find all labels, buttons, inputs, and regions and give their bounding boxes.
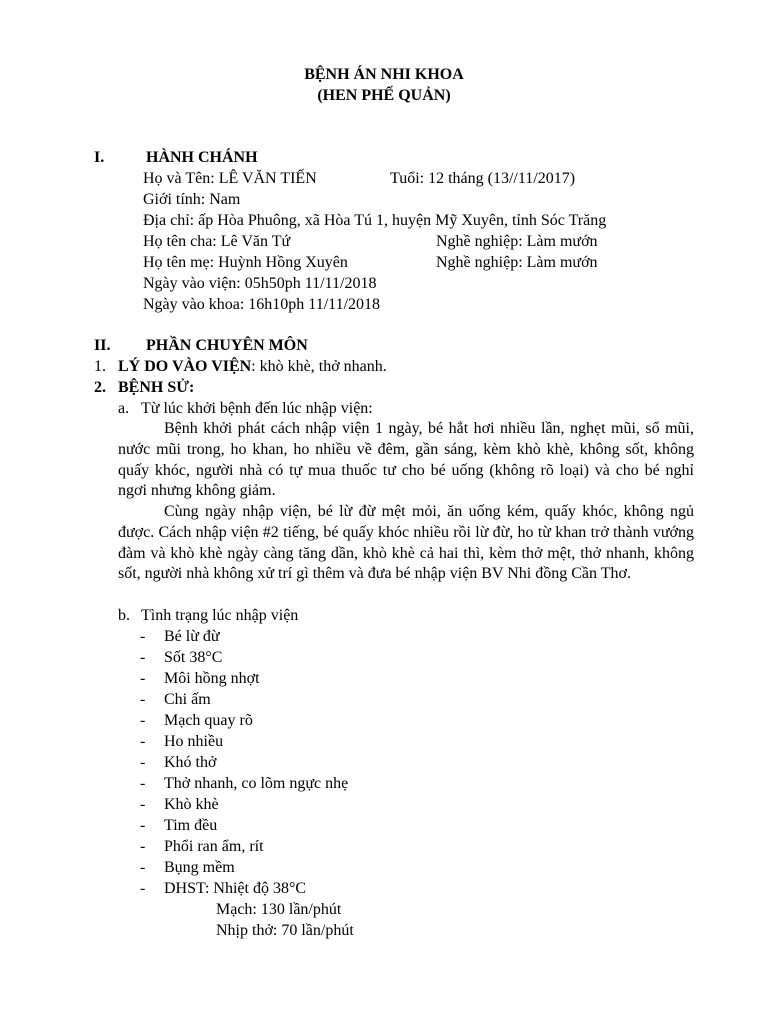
admission-hospital-date: Ngày vào viện: 05h50ph 11/11/2018 (143, 275, 377, 292)
list-item: Mạch quay rõ (164, 712, 253, 729)
list-item: Chi ấm (164, 691, 211, 708)
subsection-b-letter: b. (118, 607, 130, 624)
father-name: Họ tên cha: Lê Văn Tứ (143, 233, 291, 250)
list-item: Khò khè (164, 796, 219, 813)
list-bullet: - (140, 649, 146, 666)
list-item: Môi hồng nhợt (164, 670, 260, 687)
subsection-b-title: Tình trạng lúc nhập viện (141, 607, 299, 624)
list-bullet: - (140, 691, 146, 708)
list-item: Phổi ran ẩm, rít (164, 838, 264, 855)
father-occupation: Nghề nghiệp: Làm mướn (436, 233, 598, 250)
history-paragraph-1 (118, 419, 694, 502)
list-bullet: - (140, 817, 146, 834)
list-bullet: - (140, 754, 146, 771)
list-item: Ho nhiều (164, 733, 224, 750)
list-item: Bé lừ đừ (164, 628, 220, 645)
patient-age: Tuổi: 12 tháng (13//11/2017) (390, 170, 576, 187)
list-bullet: - (140, 712, 146, 729)
section-1-numeral: I. (94, 149, 105, 166)
list-bullet: - (140, 880, 146, 897)
history-paragraph-2 (118, 502, 694, 585)
section-2-numeral: II. (94, 337, 111, 354)
history-paragraph-2-text: Cùng ngày nhập viện, bé lừ đừ mệt mỏi, ăn uống kém, quấy khóc, không ngủ được. Cách nhập viện #2 tiếng, bé quấy khóc nhiều rồi lừ đừ, ho từ khan trở thành vướng đàm và khò khè ngày càng tăng dần, khò khè cả hai thì, kèm thở mệt, thở nhanh, không sốt, người nhà không xử trí gì thêm và đưa bé nhập viện BV Nhi đồng Cần Thơ. (118, 503, 694, 583)
history-label: BỆNH SỬ: (118, 379, 195, 396)
vitals-pulse: Mạch: 130 lần/phút (216, 901, 342, 918)
list-bullet: - (140, 628, 146, 645)
mother-name: Họ tên mẹ: Huỳnh Hồng Xuyên (143, 254, 348, 271)
list-bullet: - (140, 670, 146, 687)
list-item: Thở nhanh, co lõm ngực nhẹ (164, 775, 349, 792)
list-item: Sốt 38°C (164, 649, 223, 666)
history-number: 2. (94, 379, 106, 396)
reason-number: 1. (94, 358, 106, 375)
reason-text: : khò khè, thở nhanh. (251, 358, 387, 375)
list-bullet: - (140, 796, 146, 813)
list-bullet: - (140, 859, 146, 876)
vitals-respiration: Nhịp thở: 70 lần/phút (216, 922, 354, 939)
list-item: DHST: Nhiệt độ 38°C (164, 880, 307, 897)
history-paragraph-1-text: Bệnh khởi phát cách nhập viện 1 ngày, bé hắt hơi nhiều lần, nghẹt mũi, sổ mũi, nước mũi trong, ho khan, ho nhiều về đêm, gần sáng, kèm khò khè, không sốt, không quấy khóc, người nhà có tự mua thuốc tư cho bé uống (không rõ loại) và cho bé nghỉ ngơi nhưng không giảm. (118, 420, 694, 500)
list-bullet: - (140, 775, 146, 792)
document-title: BỆNH ÁN NHI KHOA (304, 66, 464, 83)
list-item: Bụng mềm (164, 859, 235, 876)
patient-name: Họ và Tên: LÊ VĂN TIẾN (143, 170, 317, 187)
list-bullet: - (140, 838, 146, 855)
section-2-heading: PHẦN CHUYÊN MÔN (146, 337, 308, 354)
reason-line (118, 357, 387, 378)
subsection-a-title: Từ lúc khởi bệnh đến lúc nhập viện: (141, 400, 373, 417)
section-1-heading: HÀNH CHÁNH (146, 149, 258, 166)
document-subtitle: (HEN PHẾ QUẢN) (317, 87, 451, 104)
mother-occupation: Nghề nghiệp: Làm mướn (436, 254, 598, 271)
subsection-a-letter: a. (118, 400, 130, 417)
patient-gender: Giới tính: Nam (143, 191, 241, 208)
admission-ward-date: Ngày vào khoa: 16h10ph 11/11/2018 (143, 296, 381, 313)
reason-label: LÝ DO VÀO VIỆN (118, 358, 252, 375)
patient-address: Địa chỉ: ấp Hòa Phuông, xã Hòa Tú 1, huyện Mỹ Xuyên, tỉnh Sóc Trăng (143, 212, 607, 229)
list-item: Tim đều (164, 817, 218, 834)
list-item: Khó thở (164, 754, 217, 771)
list-bullet: - (140, 733, 146, 750)
